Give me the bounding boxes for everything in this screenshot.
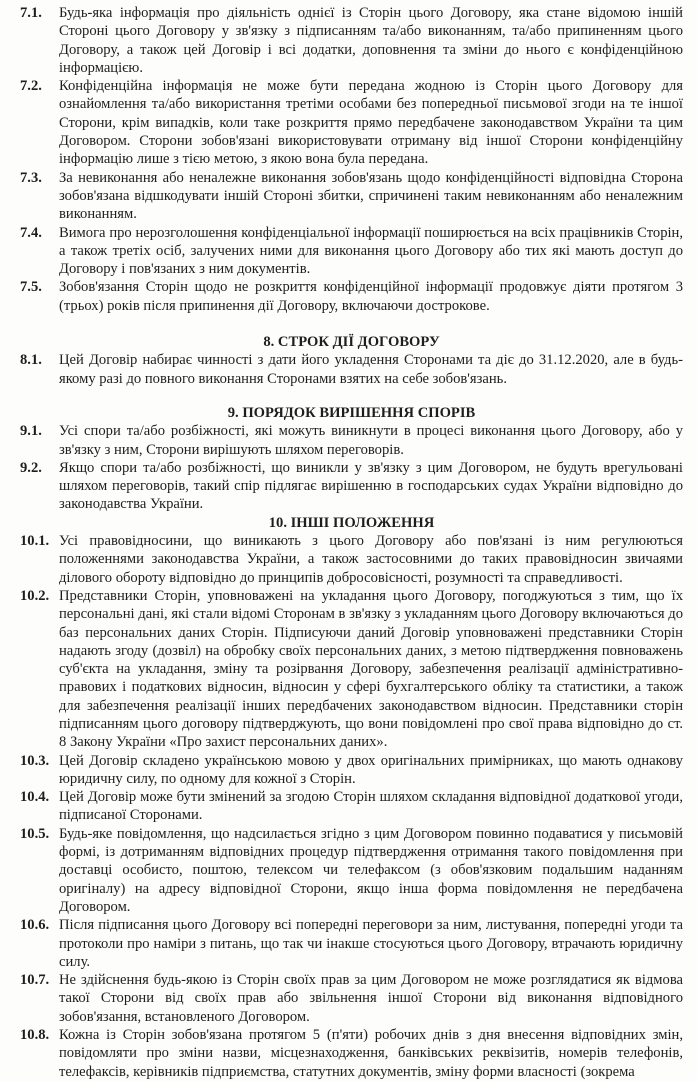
clause-text: Кожна із Сторін зобов'язана протягом 5 (п'яти) робочих днів з дня внесення відповідних змін, повідомляти про зміни назви, місцезнаходження, банківських реквізитів, номерів телефонів, телефаксів, керівників підприємства, статутних документів, зміну форми власності (зокрема xyxy=(59,1027,683,1080)
clause-text: Цей Договір набирає чинності з дати його укладення Сторонами та діє до 31.12.2020, але в будь-якому разі до повного виконання Сторонами взятих на себе зобов'язань. xyxy=(59,352,683,387)
clause-text: Якщо спори та/або розбіжності, що виникли у зв'язку з цим Договором, не будуть врегульовані шляхом переговорів, такий спір підлягає вирішенню в господарських судах України відповідно до законодавства України. xyxy=(59,459,683,513)
clause xyxy=(20,459,683,514)
clause-number: 7.5. xyxy=(20,279,42,296)
clause-number: 10.2. xyxy=(20,587,50,604)
clause xyxy=(20,532,683,587)
clause xyxy=(20,422,683,459)
clause xyxy=(20,351,683,388)
clause-text: Не здійснення будь-якою із Сторін своїх прав за цим Договором не може розглядатися як відмова такої Сторони від своїх прав або звільнення іншої Сторони від виконання відповідного зобов'язання, встановленого Договором. xyxy=(59,972,683,1025)
clause-number: 7.2. xyxy=(20,78,42,95)
clause-text: Конфіденційна інформація не може бути передана жодною із Сторін цього Договору для ознайомлення та/або використання третіми особами без попередньої письмової згоди на те іншої Сторони, крім випадків, коли таке розкриття прямо передбачене законодавством України та цим Договором. Сторони зобов'язані використовувати отриману від іншої Сторони конфіденційну інформацію лише з тією метою, з якою вона була передана. xyxy=(59,78,683,168)
section-heading: 10. ІНШІ ПОЛОЖЕННЯ xyxy=(268,514,435,531)
clause xyxy=(20,971,683,1026)
clause xyxy=(20,169,683,224)
clause-text: За невиконання або неналежне виконання зобов'язань щодо конфіденційності відповідна Сторона зобов'язана відшкодувати іншій Стороні збитки, спричинені таким невиконанням або неналежним виконанням. xyxy=(59,169,683,223)
clause xyxy=(20,587,683,752)
clause-text: Представники Сторін, уповноважені на укладання цього Договору, погоджуються з тим, що їх персональні дані, які стали відомі Сторонам в зв'язку з укладанням цього Договору включаються до баз персональних даних Сторін. Підписуючи даний Договір уповноважені представники Сторін надають згоду (дозвіл) на обробку своїх персональних даних, з метою підтвердження повноважень суб'єкта на укладання, зміну та розірвання Договору, забезпечення реалізації адміністративно-правових і податкових відносин, відносин у сфері бухгалтерського обліку та статистики, а також для забезпечення реалізації інших передбачених законодавством відносин. Представники сторін підписанням цього договору підтверджують, що вони повідомлені про свої права відповідно до ст. 8 Закону України «Про захист персональних даних». xyxy=(59,587,683,751)
clause xyxy=(20,77,683,168)
clause-text: Цей Договір складено українською мовою у двох оригінальних примірниках, що мають однакову юридичну силу, по одному для кожної з Сторін. xyxy=(59,752,683,787)
clause-number: 8.1. xyxy=(20,352,42,369)
clause-text: Усі спори та/або розбіжності, які можуть виникнути в процесі виконання цього Договору, або у зв'язку з ним, Сторони вирішують шляхом переговорів. xyxy=(59,423,683,458)
clause xyxy=(20,916,683,971)
clause-number: 10.1. xyxy=(20,533,50,550)
clause-number: 10.6. xyxy=(20,917,50,934)
clause-text: Усі правовідносини, що виникають з цього Договору або пов'язані із ним регулюються положеннями законодавства України, а також застосовними до таких правовідносин звичаями ділового обороту відповідно до принципів добросовісності, розумності та справедливості. xyxy=(59,533,683,586)
clause-text: Після підписання цього Договору всі попередні переговори за ним, листування, попередні угоди та протоколи про наміри з питань, що так чи інакше стосуються цього Договору, втрачають юридичну силу. xyxy=(59,917,683,970)
clause-number: 10.3. xyxy=(20,752,50,769)
clause xyxy=(20,4,683,77)
clause-number: 9.1. xyxy=(20,423,42,440)
clause-number: 7.4. xyxy=(20,224,42,241)
clause xyxy=(20,825,683,916)
clause-number: 10.7. xyxy=(20,972,50,989)
clause xyxy=(20,788,683,825)
section-heading: 8. СТРОК ДІЇ ДОГОВОРУ xyxy=(263,334,440,351)
clause-number: 10.8. xyxy=(20,1027,50,1044)
clause-number: 7.1. xyxy=(20,5,42,21)
clause-number: 7.3. xyxy=(20,169,42,186)
clause-text: Зобов'язання Сторін щодо не розкриття конфіденційної інформації продовжує діяти протягом 3 (трьох) років після припинення дії Договору, включаючи дострокове. xyxy=(59,279,683,314)
clause-number: 10.4. xyxy=(20,789,50,806)
clause-text: Будь-яка інформація про діяльність однієї із Сторін цього Договору, яка стане відомою іншій Стороні цього Договору у зв'язку з підписанням та/або виконанням, та/або припиненням цього Договору, а також цей Договір і всі додатки, доповнення та зміни до нього є конфіденційною інформацією. xyxy=(59,5,683,76)
clause-number: 9.2. xyxy=(20,459,42,476)
clause xyxy=(20,278,683,315)
clause-number: 10.5. xyxy=(20,825,50,842)
clause-text: Вимога про нерозголошення конфіденціальної інформації поширюється на всіх працівників Сторін, а також третіх осіб, залучених ними для виконання цього Договору або тих які мають доступ до Договору і пов'язаних з ним документів. xyxy=(59,224,683,278)
clause xyxy=(20,1026,683,1081)
clause-text: Будь-яке повідомлення, що надсилається згідно з цим Договором повинно подаватися у письмовій формі, із дотриманням відповідних процедур підтвердження отримання такого повідомлення при доставці особисто, поштою, телексом чи телефаксом (з обов'язковим подальшим наданням оригіналу) на адресу відповідної Сторони, якщо інша форма повідомлення не передбачена Договором. xyxy=(59,825,683,915)
clause-text: Цей Договір може бути змінений за згодою Сторін шляхом складання відповідної додаткової угоди, підписаної Сторонами. xyxy=(59,789,683,824)
clause xyxy=(20,752,683,789)
clause xyxy=(20,224,683,279)
section-heading: 9. ПОРЯДОК ВИРІШЕННЯ СПОРІВ xyxy=(227,404,476,421)
